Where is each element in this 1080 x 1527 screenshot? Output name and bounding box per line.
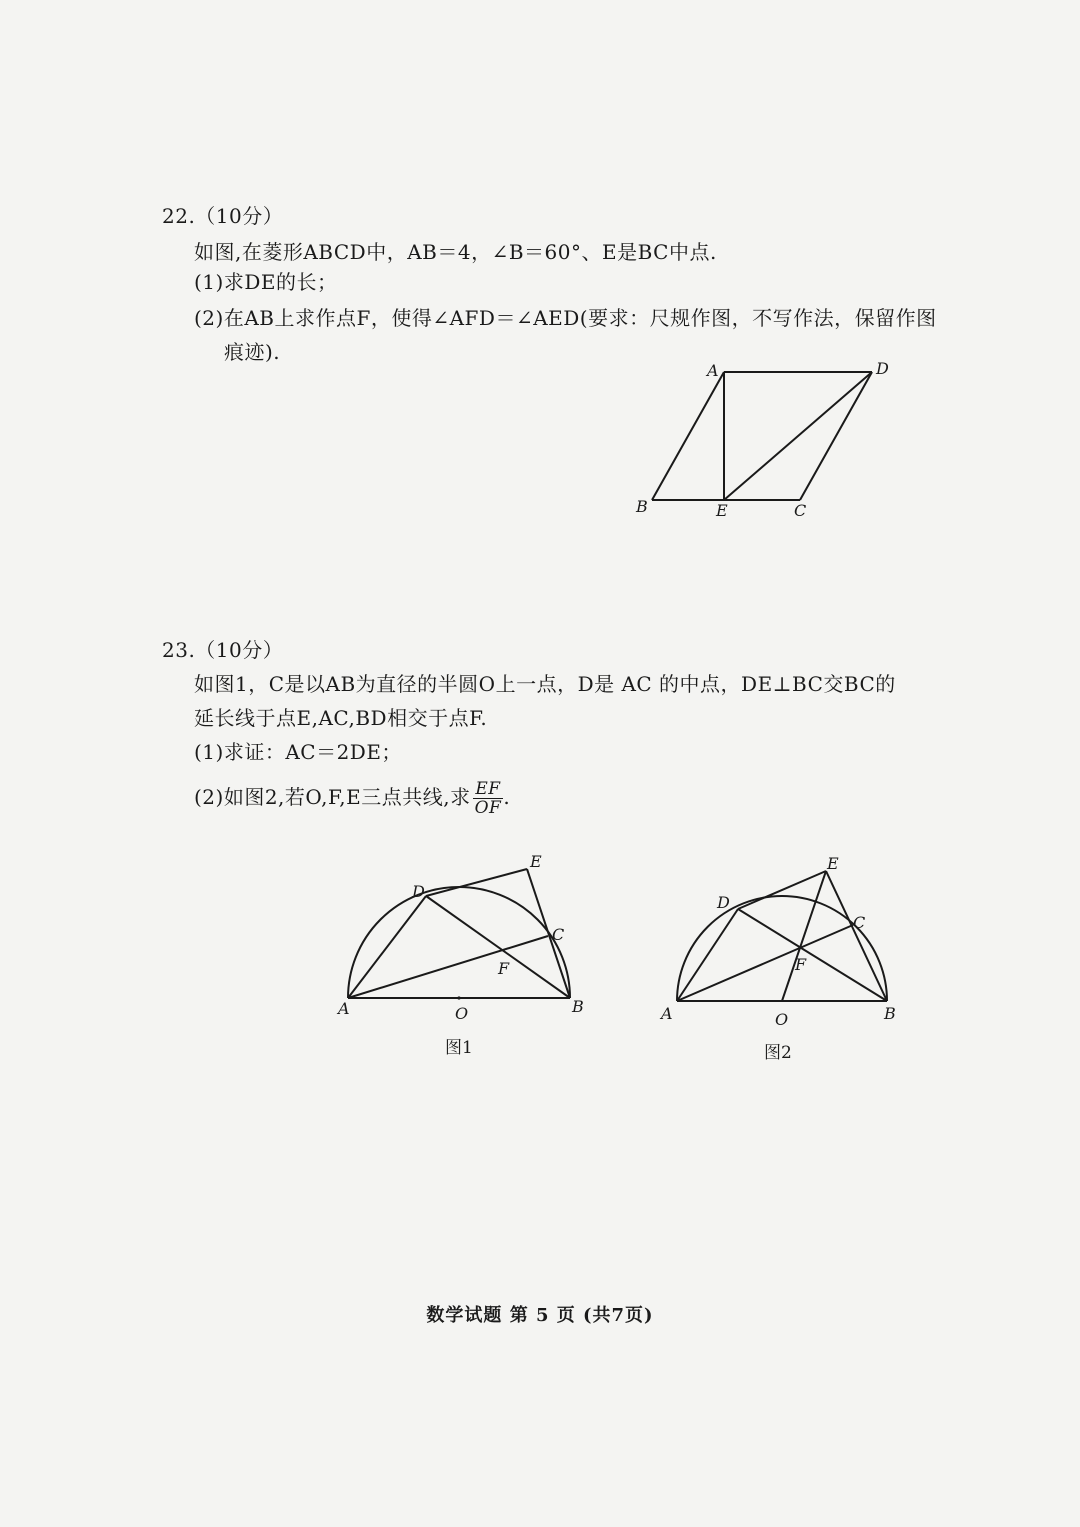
segment-db-1 [426,896,570,998]
label-d-2: D [717,893,730,912]
semicircle-2 [677,896,887,1001]
label-b-2: B [884,1004,896,1023]
segment-de-1 [426,869,527,896]
figure-2-caption: 图2 [764,1043,792,1063]
segment-cd [800,372,872,500]
q23-header: 23.（10分） [162,638,284,662]
fraction-ef-over-of [473,780,504,817]
label-e-2: E [827,854,839,873]
figure-2 [655,845,915,1029]
label-b-1: B [572,997,584,1016]
label-a: A [707,361,719,380]
label-c-1: C [552,925,565,944]
q23-part2-prefix: (2)如图2,若O,F,E三点共线,求 [194,785,471,809]
label-d-1: D [412,882,425,901]
segment-oe-2 [782,871,826,1001]
q23-stem-line2: 延长线于点E,AC,BD相交于点F. [194,706,488,730]
segment-ac-1 [348,936,548,998]
segment-ab [652,372,724,500]
fraction-denominator: OF [474,798,502,818]
figure-1-caption: 图1 [445,1038,473,1058]
q23-stem-line1: 如图1，C是以AB为直径的半圆O上一点，D是 AC 的中点，DE⊥BC交BC的 [194,672,896,696]
semicircle-1 [348,887,570,998]
label-c-2: C [853,913,866,932]
q23-part2 [194,780,510,817]
label-f-1: F [498,959,510,978]
rhombus-figure [630,355,910,525]
label-o-2: O [775,1010,789,1029]
figure-1 [330,845,600,1025]
label-c: C [794,501,807,520]
q22-part1: (1)求DE的长； [194,270,338,294]
q22-header: 22.（10分） [162,204,284,228]
q22-part2-line1: (2)在AB上求作点F，使得∠AFD＝∠AED(要求：尺规作图，不写作法，保留作图 [194,306,937,330]
label-f-2: F [795,955,807,974]
label-e-1: E [530,852,542,871]
segment-de [724,372,872,500]
fraction-numerator: EF [473,780,504,799]
label-b: B [636,497,648,516]
q22-part2-line2: 痕迹). [224,340,281,364]
label-a-2: A [661,1004,673,1023]
label-d: D [876,359,889,378]
center-point-1 [457,996,460,999]
q22-stem: 如图,在菱形ABCD中，AB＝4，∠B＝60°、E是BC中点. [194,240,717,264]
q23-part2-suffix: . [503,785,511,809]
label-a-1: A [338,999,350,1018]
q23-part1: (1)求证：AC＝2DE； [194,740,402,764]
label-o-1: O [455,1004,469,1023]
label-e: E [716,501,728,520]
page-footer: 数学试题 第 5 页 (共7页) [426,1305,654,1326]
segment-de-2 [738,871,826,909]
